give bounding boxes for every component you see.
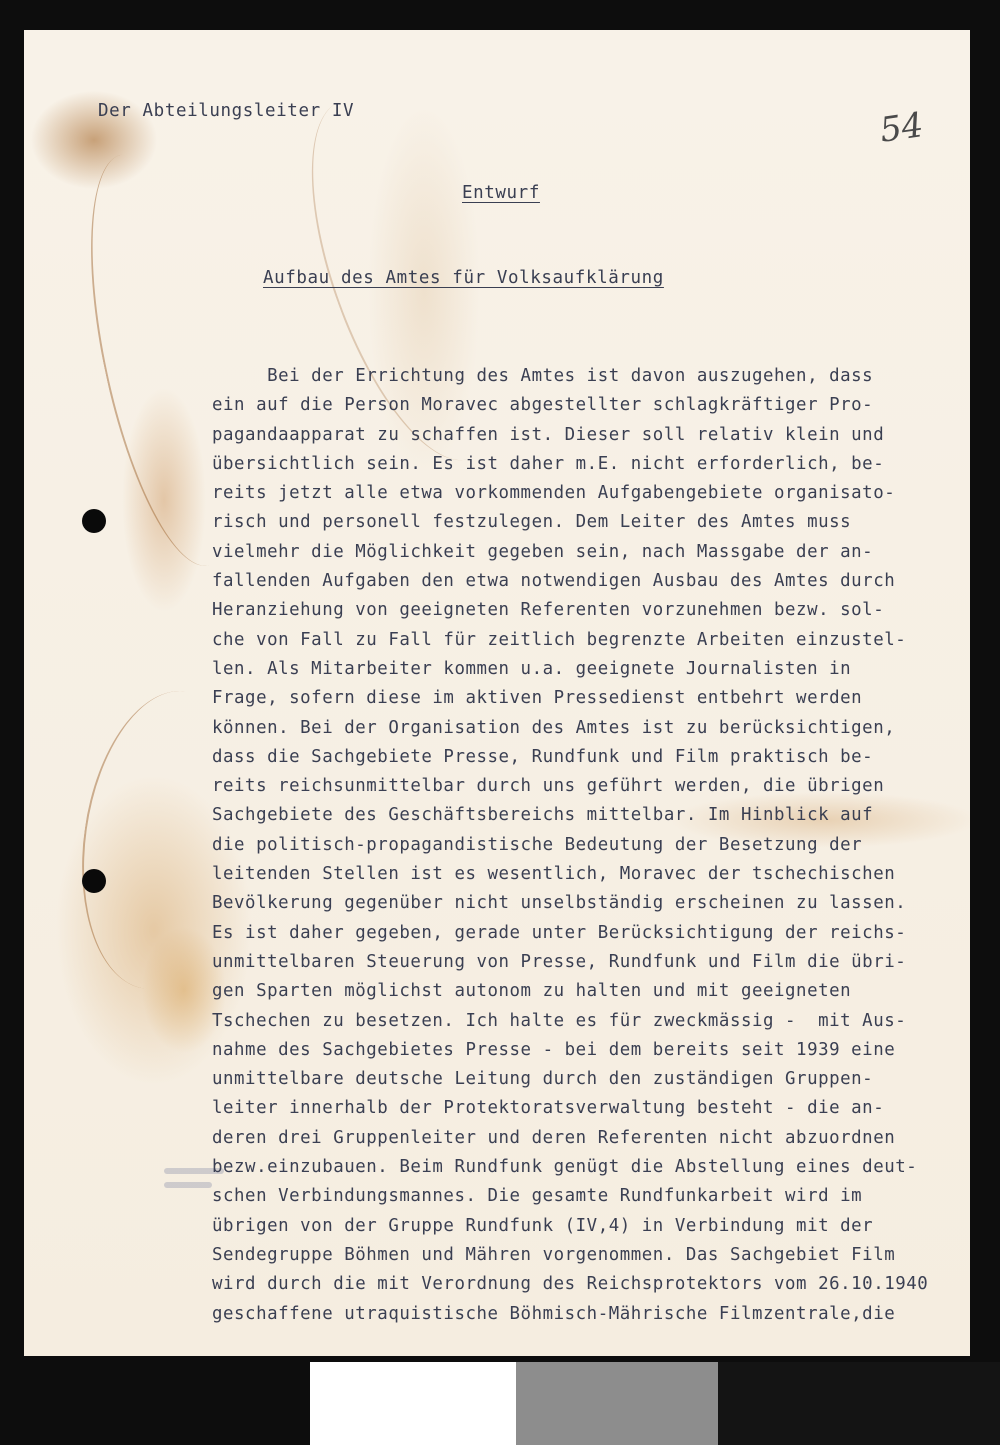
body-line: reits jetzt alle etwa vorkommenden Aufgabengebiete organisato- xyxy=(212,483,896,504)
calibration-gray-patch xyxy=(516,1362,718,1445)
body-line: leitenden Stellen ist es wesentlich, Moravec der tschechischen xyxy=(212,864,896,885)
punch-hole-lower xyxy=(82,869,106,893)
body-line: risch und personell festzulegen. Dem Leiter des Amtes muss xyxy=(212,512,852,533)
body-line: ein auf die Person Moravec abgestellter schlagkräftiger Pro- xyxy=(212,395,874,416)
body-line: Bevölkerung gegenüber nicht unselbständig erscheinen zu lassen. xyxy=(212,893,907,914)
body-text xyxy=(212,362,928,1329)
body-line: Heranziehung von geeigneten Referenten vorzunehmen bezw. sol- xyxy=(212,600,885,621)
body-line: Es ist daher gegeben, gerade unter Berücksichtigung der reichs- xyxy=(212,922,907,943)
body-line: che von Fall zu Fall für zeitlich begrenzte Arbeiten einzustel- xyxy=(212,629,907,650)
body-line: Tschechen zu besetzen. Ich halte es für zweckmässig - mit Aus- xyxy=(212,1010,907,1031)
body-line: geschaffene utraquistische Böhmisch-Mährische Filmzentrale,die xyxy=(212,1303,896,1324)
body-line: pagandaapparat zu schaffen ist. Dieser soll relativ klein und xyxy=(212,424,885,445)
document-title: Entwurf xyxy=(462,183,540,203)
body-line: unmittelbaren Steuerung von Presse, Rundfunk und Film die übri- xyxy=(212,951,907,972)
handwritten-page-number: 54 xyxy=(877,105,926,151)
body-line: vielmehr die Möglichkeit gegeben sein, nach Massgabe der an- xyxy=(212,541,874,562)
body-line: Sendegruppe Böhmen und Mähren vorgenommen. Das Sachgebiet Film xyxy=(212,1244,896,1265)
body-line: deren drei Gruppenleiter und deren Referenten nicht abzuordnen xyxy=(212,1127,896,1148)
body-line: schen Verbindungsmannes. Die gesamte Rundfunkarbeit wird im xyxy=(212,1186,863,1207)
document-subject: Aufbau des Amtes für Volksaufklärung xyxy=(263,268,664,288)
calibration-black-patch xyxy=(718,1362,1000,1445)
body-line: übersichtlich sein. Es ist daher m.E. nicht erforderlich, be- xyxy=(212,453,885,474)
body-line: wird durch die mit Verordnung des Reichsprotektors vom 26.10.1940 xyxy=(212,1274,929,1295)
body-line: bezw.einzubauen. Beim Rundfunk genügt die Abstellung eines deut- xyxy=(212,1157,918,1178)
punch-hole-upper xyxy=(82,509,106,533)
body-line: dass die Sachgebiete Presse, Rundfunk und Film praktisch be- xyxy=(212,746,874,767)
body-line: können. Bei der Organisation des Amtes ist zu berücksichtigen, xyxy=(212,717,896,738)
body-line: unmittelbare deutsche Leitung durch den zuständigen Gruppen- xyxy=(212,1069,874,1090)
body-line: übrigen von der Gruppe Rundfunk (IV,4) in Verbindung mit der xyxy=(212,1215,874,1236)
body-line: Sachgebiete des Geschäftsbereichs mittelbar. Im Hinblick auf xyxy=(212,805,874,826)
body-line: leiter innerhalb der Protektoratsverwaltung besteht - die an- xyxy=(212,1098,885,1119)
body-line: die politisch-propagandistische Bedeutung der Besetzung der xyxy=(212,834,863,855)
body-line: Bei der Errichtung des Amtes ist davon auszugehen, dass xyxy=(212,366,874,386)
body-line: nahme des Sachgebietes Presse - bei dem bereits seit 1939 eine xyxy=(212,1039,896,1060)
body-line: gen Sparten möglichst autonom zu halten und mit geeigneten xyxy=(212,981,852,1002)
sender-header: Der Abteilungsleiter IV xyxy=(98,101,355,121)
calibration-white-patch xyxy=(310,1362,516,1445)
body-line: len. Als Mitarbeiter kommen u.a. geeignete Journalisten in xyxy=(212,658,852,679)
body-line: fallenden Aufgaben den etwa notwendigen Ausbau des Amtes durch xyxy=(212,571,896,592)
body-line: Frage, sofern diese im aktiven Pressedienst entbehrt werden xyxy=(212,688,863,709)
body-line: reits reichsunmittelbar durch uns geführt werden, die übrigen xyxy=(212,776,885,797)
